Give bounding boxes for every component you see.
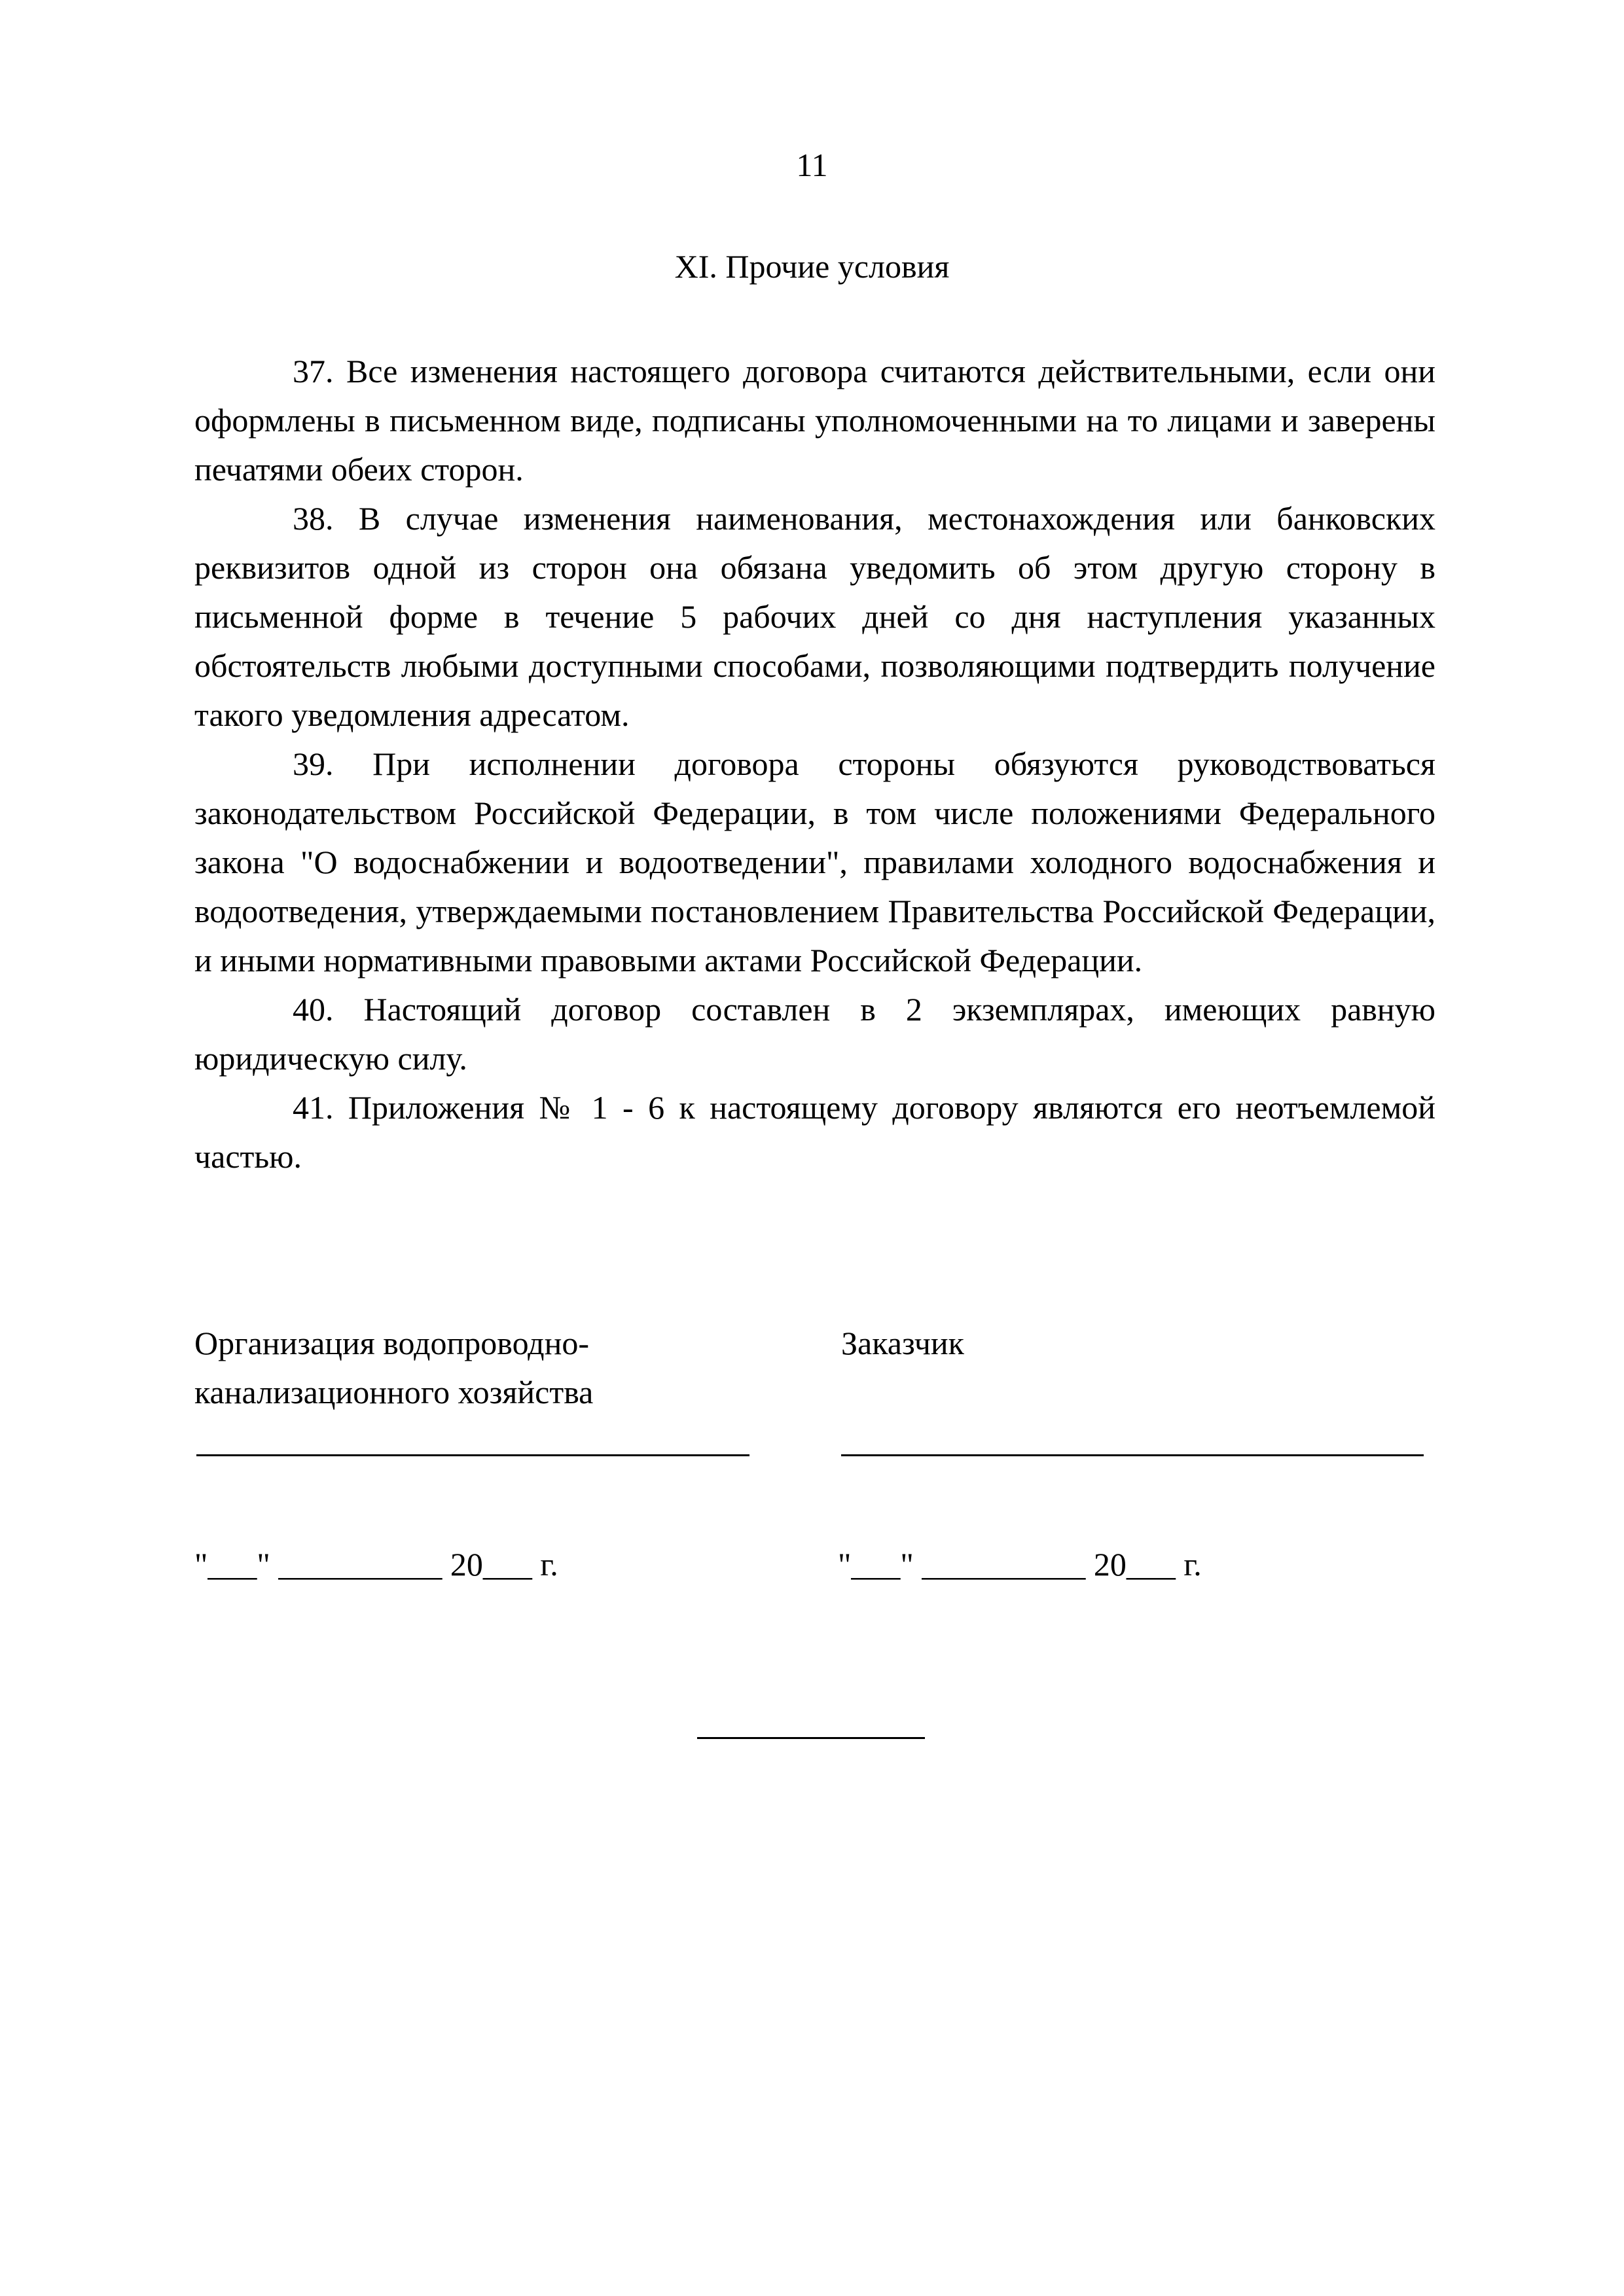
paragraph-38: 38. В случае изменения наименования, местонахождения или банковских реквизитов одной из сторон она обязана уведомить об этом другую сторону в письменной форме в течение 5 рабочих дней со дня наступления указанных обстоятельств любыми доступными способами, позволяющими подтвердить получение такого уведомления адресатом. [194, 500, 1435, 733]
signature-block-organization [194, 1319, 757, 1417]
page-number: 11 [796, 147, 828, 183]
organization-signature-line [196, 1454, 749, 1456]
paragraph-41: 41. Приложения № 1 - 6 к настоящему договору являются его неотъемлемой частью. [194, 1089, 1435, 1175]
organization-date: "___" __________ 20___ г. [194, 1546, 558, 1583]
customer-label: Заказчик [841, 1325, 964, 1361]
document-body [194, 347, 1435, 1181]
customer-date: "___" __________ 20___ г. [838, 1546, 1202, 1583]
section-title: XI. Прочие условия [674, 248, 950, 285]
paragraph-40: 40. Настоящий договор составлен в 2 экземплярах, имеющих равную юридическую силу. [194, 991, 1435, 1077]
customer-signature-line [841, 1454, 1424, 1456]
paragraph-39: 39. При исполнении договора стороны обязуются руководствоваться законодательством Российской Федерации, в том числе положениями Федерального закона "О водоснабжении и водоотведении", правилами холодного водоснабжения и водоотведения, утверждаемыми постановлением Правительства Российской Федерации, и иными нормативными правовыми актами Российской Федерации. [194, 745, 1435, 978]
end-separator-line [697, 1737, 925, 1739]
organization-label-line2: канализационного хозяйства [194, 1374, 594, 1410]
signature-block-customer [841, 1319, 1430, 1368]
organization-label-line1: Организация водопроводно- [194, 1325, 589, 1361]
paragraph-37: 37. Все изменения настоящего договора считаются действительными, если они оформлены в письменном виде, подписаны уполномоченными на то лицами и заверены печатями обеих сторон. [194, 353, 1435, 488]
